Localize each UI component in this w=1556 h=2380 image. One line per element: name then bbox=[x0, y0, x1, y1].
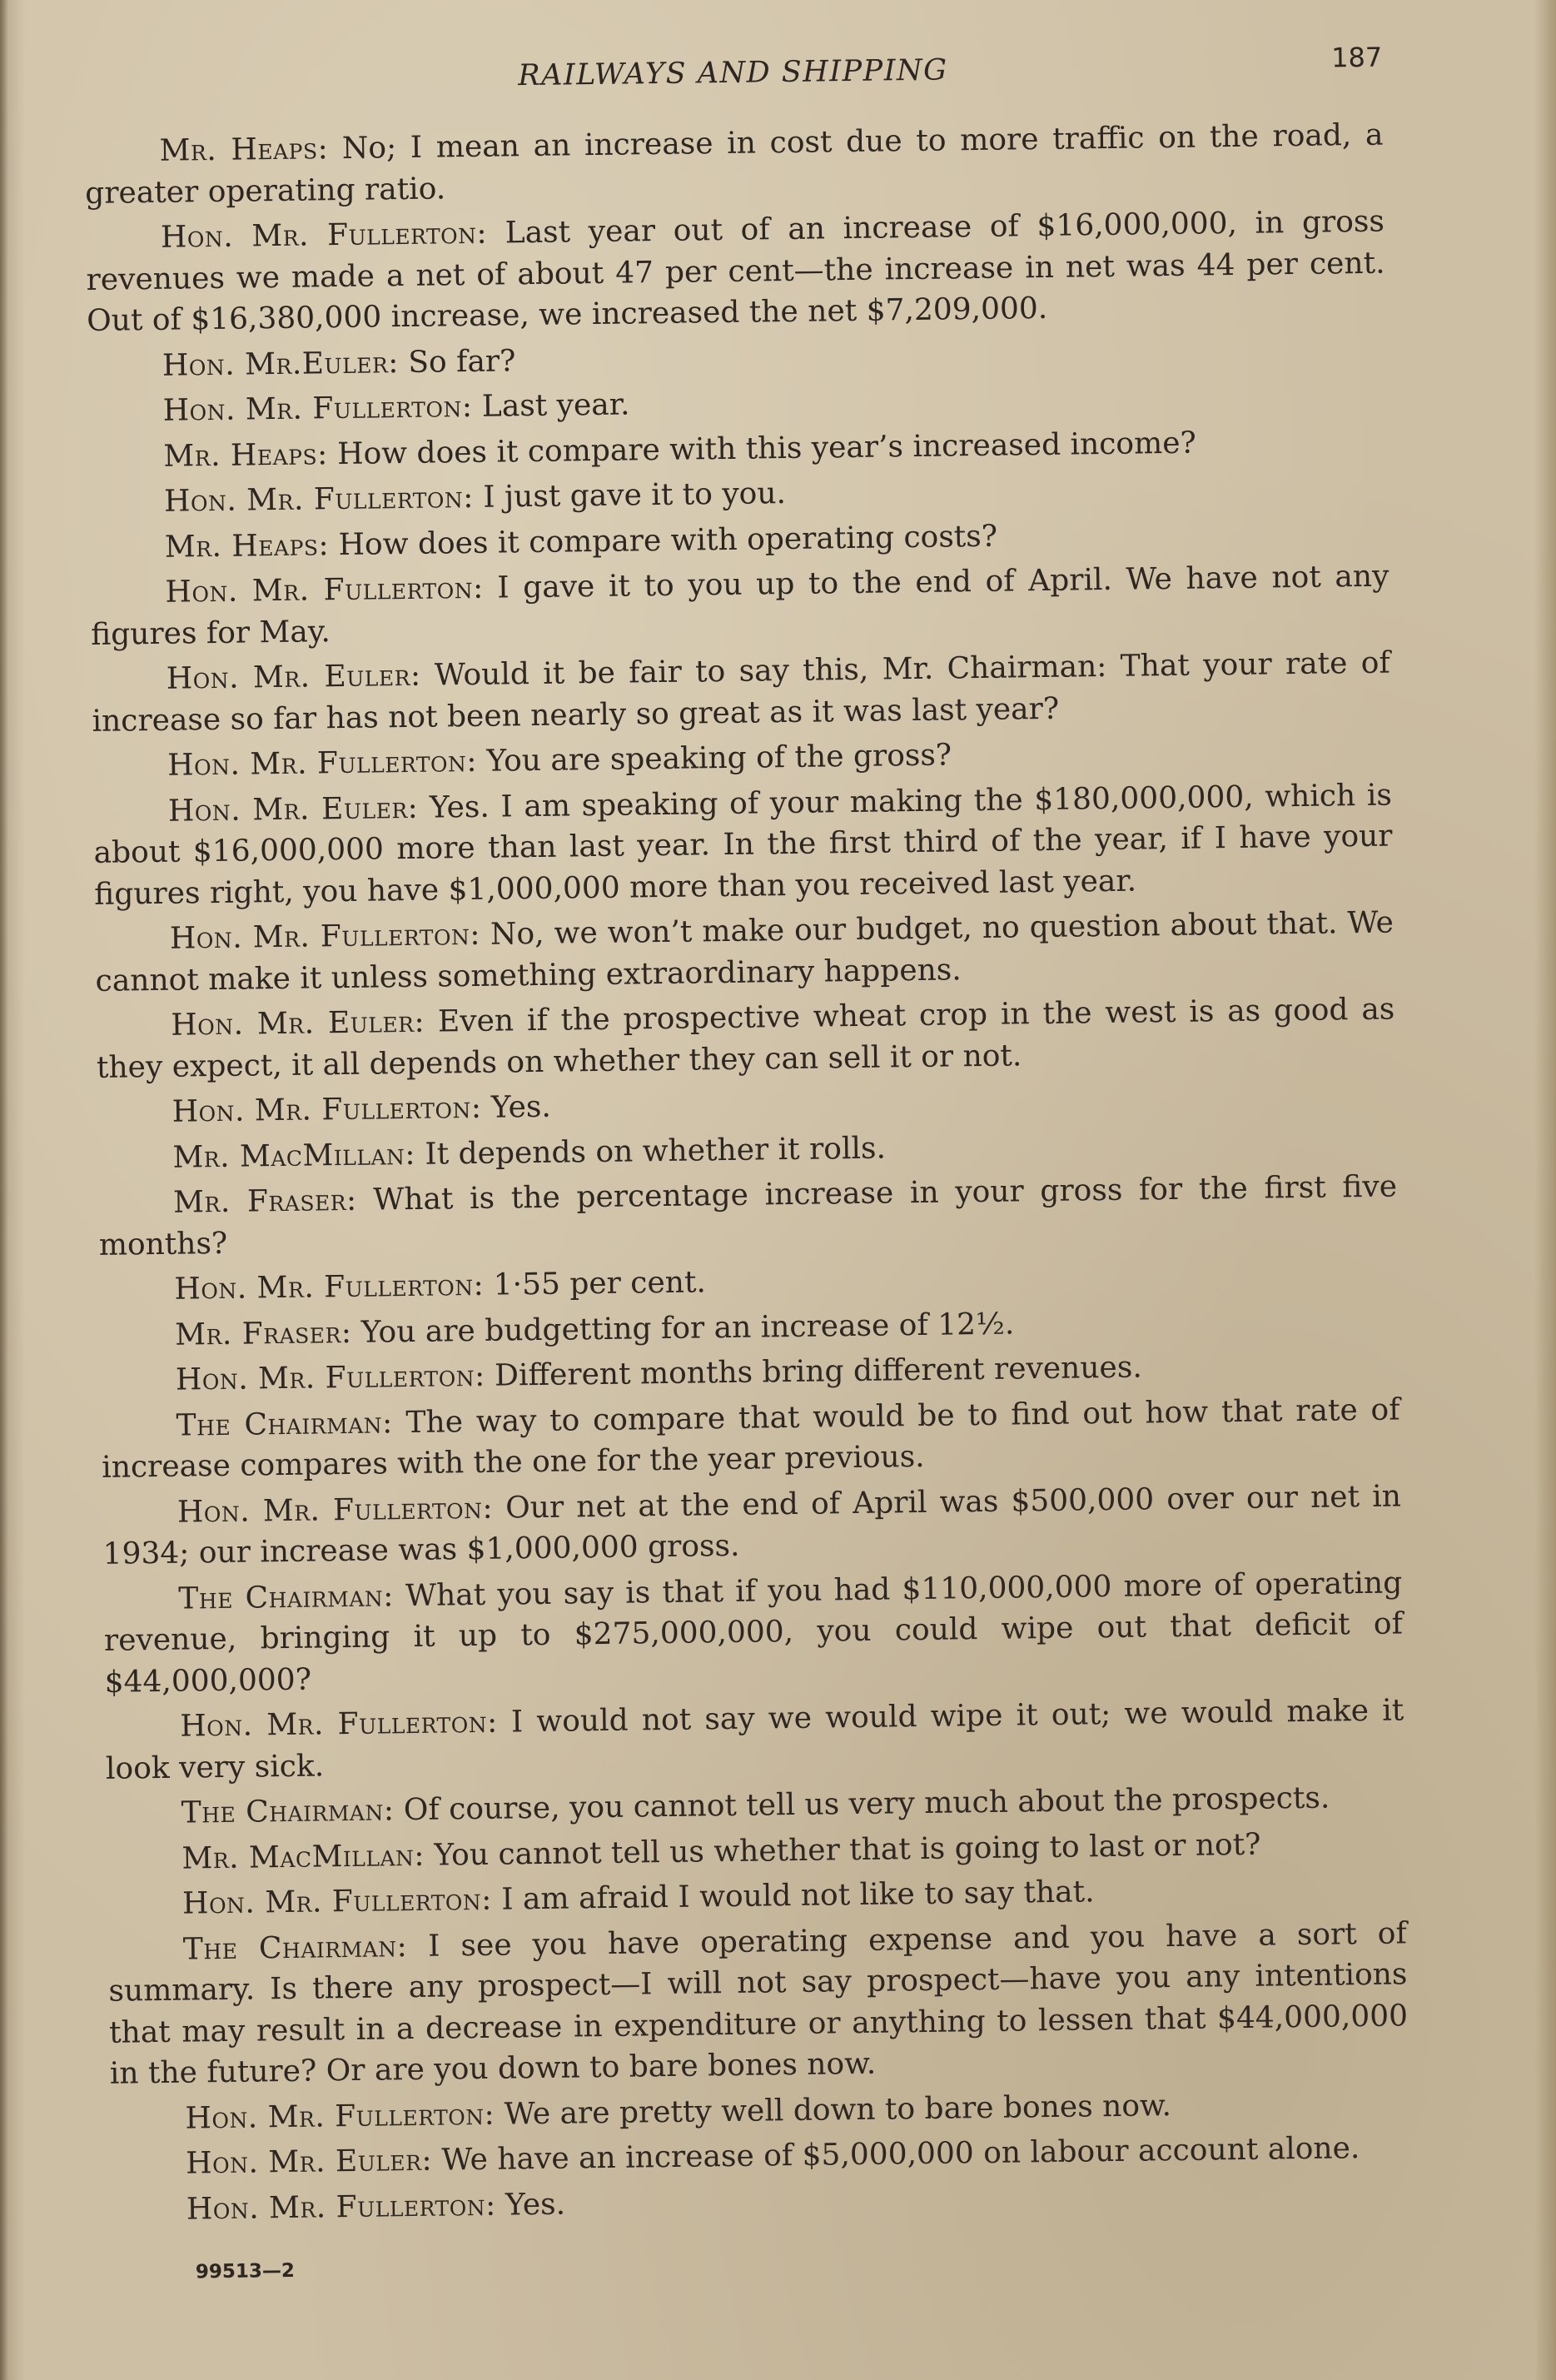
speech-text: Yes. I am speaking of your making the $180,000,000, which is about $16,000,000 more than last year. In the first third of the year, if I have your figures right, you have $1,000,000 more than you received last year. bbox=[93, 778, 1393, 912]
speech-text: Even if the prospective wheat crop in the west is as good as they expect, it all depends on whether they can sell it or not. bbox=[96, 992, 1395, 1085]
speech-text: I am afraid I would not like to say that. bbox=[491, 1875, 1095, 1917]
speech-text: What is the percentage increase in your gross for the first five months? bbox=[98, 1169, 1398, 1262]
speech-text: No, we won’t make our budget, no question about that. We cannot make it unless something extraordinary happens. bbox=[95, 905, 1394, 998]
transcript-paragraph bbox=[92, 643, 1391, 742]
speaker-name: Hon. Mr. Fullerton: bbox=[185, 2097, 495, 2136]
transcript-paragraph bbox=[101, 1389, 1400, 1488]
speaker-name: Hon. Mr. Fullerton: bbox=[163, 480, 475, 519]
speaker-name: Hon. Mr. Fullerton: bbox=[176, 1491, 494, 1530]
signature-code: 99513—2 bbox=[195, 2259, 296, 2283]
speaker-name: Hon. Mr.Euler: bbox=[162, 345, 400, 383]
transcript-paragraph bbox=[84, 115, 1384, 214]
speech-text: We have an increase of $5,000,000 on labour account alone. bbox=[431, 2131, 1360, 2178]
speech-text: I just gave it to you. bbox=[473, 476, 787, 515]
speaker-name: Hon. Mr. Fullerton: bbox=[186, 2188, 496, 2227]
transcript-paragraph bbox=[90, 556, 1389, 655]
page-number: 187 bbox=[1330, 41, 1383, 74]
speaker-name: Hon. Mr. Fullerton: bbox=[169, 917, 481, 956]
transcript-paragraph bbox=[108, 1913, 1409, 2094]
speaker-name: Hon. Mr. Fullerton: bbox=[175, 1358, 485, 1397]
speaker-name: The Chairman: bbox=[178, 1578, 395, 1616]
speaker-name: The Chairman: bbox=[182, 1929, 408, 1967]
speaker-name: Hon. Mr. Euler: bbox=[171, 1004, 425, 1043]
speaker-name: Hon. Mr. Fullerton: bbox=[172, 1090, 482, 1129]
speaker-name: Hon. Mr. Euler: bbox=[167, 790, 419, 829]
speaker-name: The Chairman: bbox=[181, 1793, 395, 1830]
speaker-name: Mr. Fraser: bbox=[174, 1315, 352, 1352]
speaker-name: Hon. Mr. Euler: bbox=[166, 658, 421, 696]
page-edge-right bbox=[1534, 0, 1556, 2380]
speech-text: We are pretty well down to bare bones now. bbox=[495, 2088, 1172, 2132]
speaker-name: The Chairman: bbox=[176, 1405, 393, 1443]
document-page bbox=[83, 33, 1411, 2284]
speaker-name: Mr. MacMillan: bbox=[181, 1838, 425, 1876]
speech-text: Of course, you cannot tell us very much about the prospects. bbox=[394, 1780, 1330, 1828]
speaker-name: Hon. Mr. Euler: bbox=[185, 2143, 433, 2181]
page-shadow-left bbox=[0, 0, 8, 2380]
speech-text: I would not say we would wipe it out; we would make it look very sick. bbox=[105, 1693, 1404, 1786]
speech-text: It depends on whether it rolls. bbox=[415, 1130, 887, 1172]
speech-text: Yes. bbox=[481, 1089, 552, 1125]
speaker-name: Hon. Mr. Fullerton: bbox=[180, 1705, 498, 1744]
transcript-paragraph bbox=[102, 1476, 1402, 1575]
speech-text: What you say is that if you had $110,000,000 more of operating revenue, bringing it up to $275,000,000, you could wipe out that deficit of $44,000,000? bbox=[103, 1565, 1404, 1700]
transcript-paragraph bbox=[98, 1166, 1398, 1265]
page-header bbox=[83, 33, 1383, 117]
speech-text: How does it compare with this year’s increased income? bbox=[327, 426, 1197, 471]
speaker-name: Hon. Mr. Fullerton: bbox=[181, 1882, 493, 1921]
speech-text: 1·55 per cent. bbox=[483, 1265, 707, 1302]
transcript-paragraph bbox=[103, 1562, 1404, 1703]
speech-text: I see you have operating expense and you have a sort of summary. Is there any prospect—I will not say prospect—have you any intentions that may result in a decrease in expenditure or anything to lessen that $44,000,000 in the future? Or are you down to bare bones now. bbox=[108, 1915, 1409, 2091]
transcript-paragraph bbox=[95, 902, 1394, 1001]
speech-text: So far? bbox=[398, 343, 516, 380]
speaker-name: Hon. Mr. Fullerton: bbox=[165, 570, 484, 610]
speech-text: You are speaking of the gross? bbox=[476, 738, 952, 779]
speech-text: Yes. bbox=[495, 2187, 566, 2223]
transcript-paragraph bbox=[96, 988, 1395, 1088]
transcript-paragraph bbox=[105, 1690, 1404, 1789]
transcript-paragraph bbox=[86, 202, 1386, 342]
speech-text: I gave it to you up to the end of April. We have not any figures for May. bbox=[90, 559, 1389, 652]
speaker-name: Hon. Mr. Fullerton: bbox=[162, 389, 473, 428]
transcript-body bbox=[84, 115, 1410, 2231]
speaker-name: Mr. Heaps: bbox=[164, 527, 330, 565]
running-head: RAILWAYS AND SHIPPING bbox=[518, 53, 948, 93]
speech-text: Different months bring different revenues. bbox=[485, 1350, 1143, 1393]
speaker-name: Hon. Mr. Fullerton: bbox=[167, 744, 478, 783]
speech-text: The way to compare that would be to find out how that rate of increase compares with the one for the year previous. bbox=[102, 1392, 1400, 1485]
speaker-name: Mr. Fraser: bbox=[172, 1183, 357, 1220]
speaker-name: Hon. Mr. Fullerton: bbox=[174, 1267, 485, 1307]
speech-text: You are budgetting for an increase of 12½. bbox=[351, 1306, 1015, 1350]
speaker-name: Hon. Mr. Fullerton: bbox=[160, 216, 488, 255]
speaker-name: Mr. Heaps: bbox=[159, 132, 329, 168]
speaker-name: Mr. Heaps: bbox=[163, 436, 329, 474]
transcript-paragraph bbox=[93, 774, 1394, 915]
speech-text: How does it compare with operating costs? bbox=[328, 519, 998, 562]
speech-text: Would it be fair to say this, Mr. Chairman: That your rate of increase so far has not been nearly so great as it was last year? bbox=[92, 645, 1391, 739]
speech-text: You cannot tell us whether that is going to last or not? bbox=[424, 1827, 1261, 1873]
speaker-name: Mr. MacMillan: bbox=[172, 1137, 416, 1175]
speech-text: Our net at the end of April was $500,000 over our net in 1934; our increase was $1,000,000 gross. bbox=[102, 1478, 1402, 1571]
speech-text: Last year out of an increase of $16,000,000, in gross revenues we made a net of about 47 per cent—the increase in net was 44 per cent. Out of $16,380,000 increase, we increased the net $7,209,000. bbox=[86, 204, 1385, 338]
speech-text: No; I mean an increase in cost due to more traffic on the road, a greater operating ratio. bbox=[84, 117, 1384, 211]
speech-text: Last year. bbox=[472, 387, 630, 424]
